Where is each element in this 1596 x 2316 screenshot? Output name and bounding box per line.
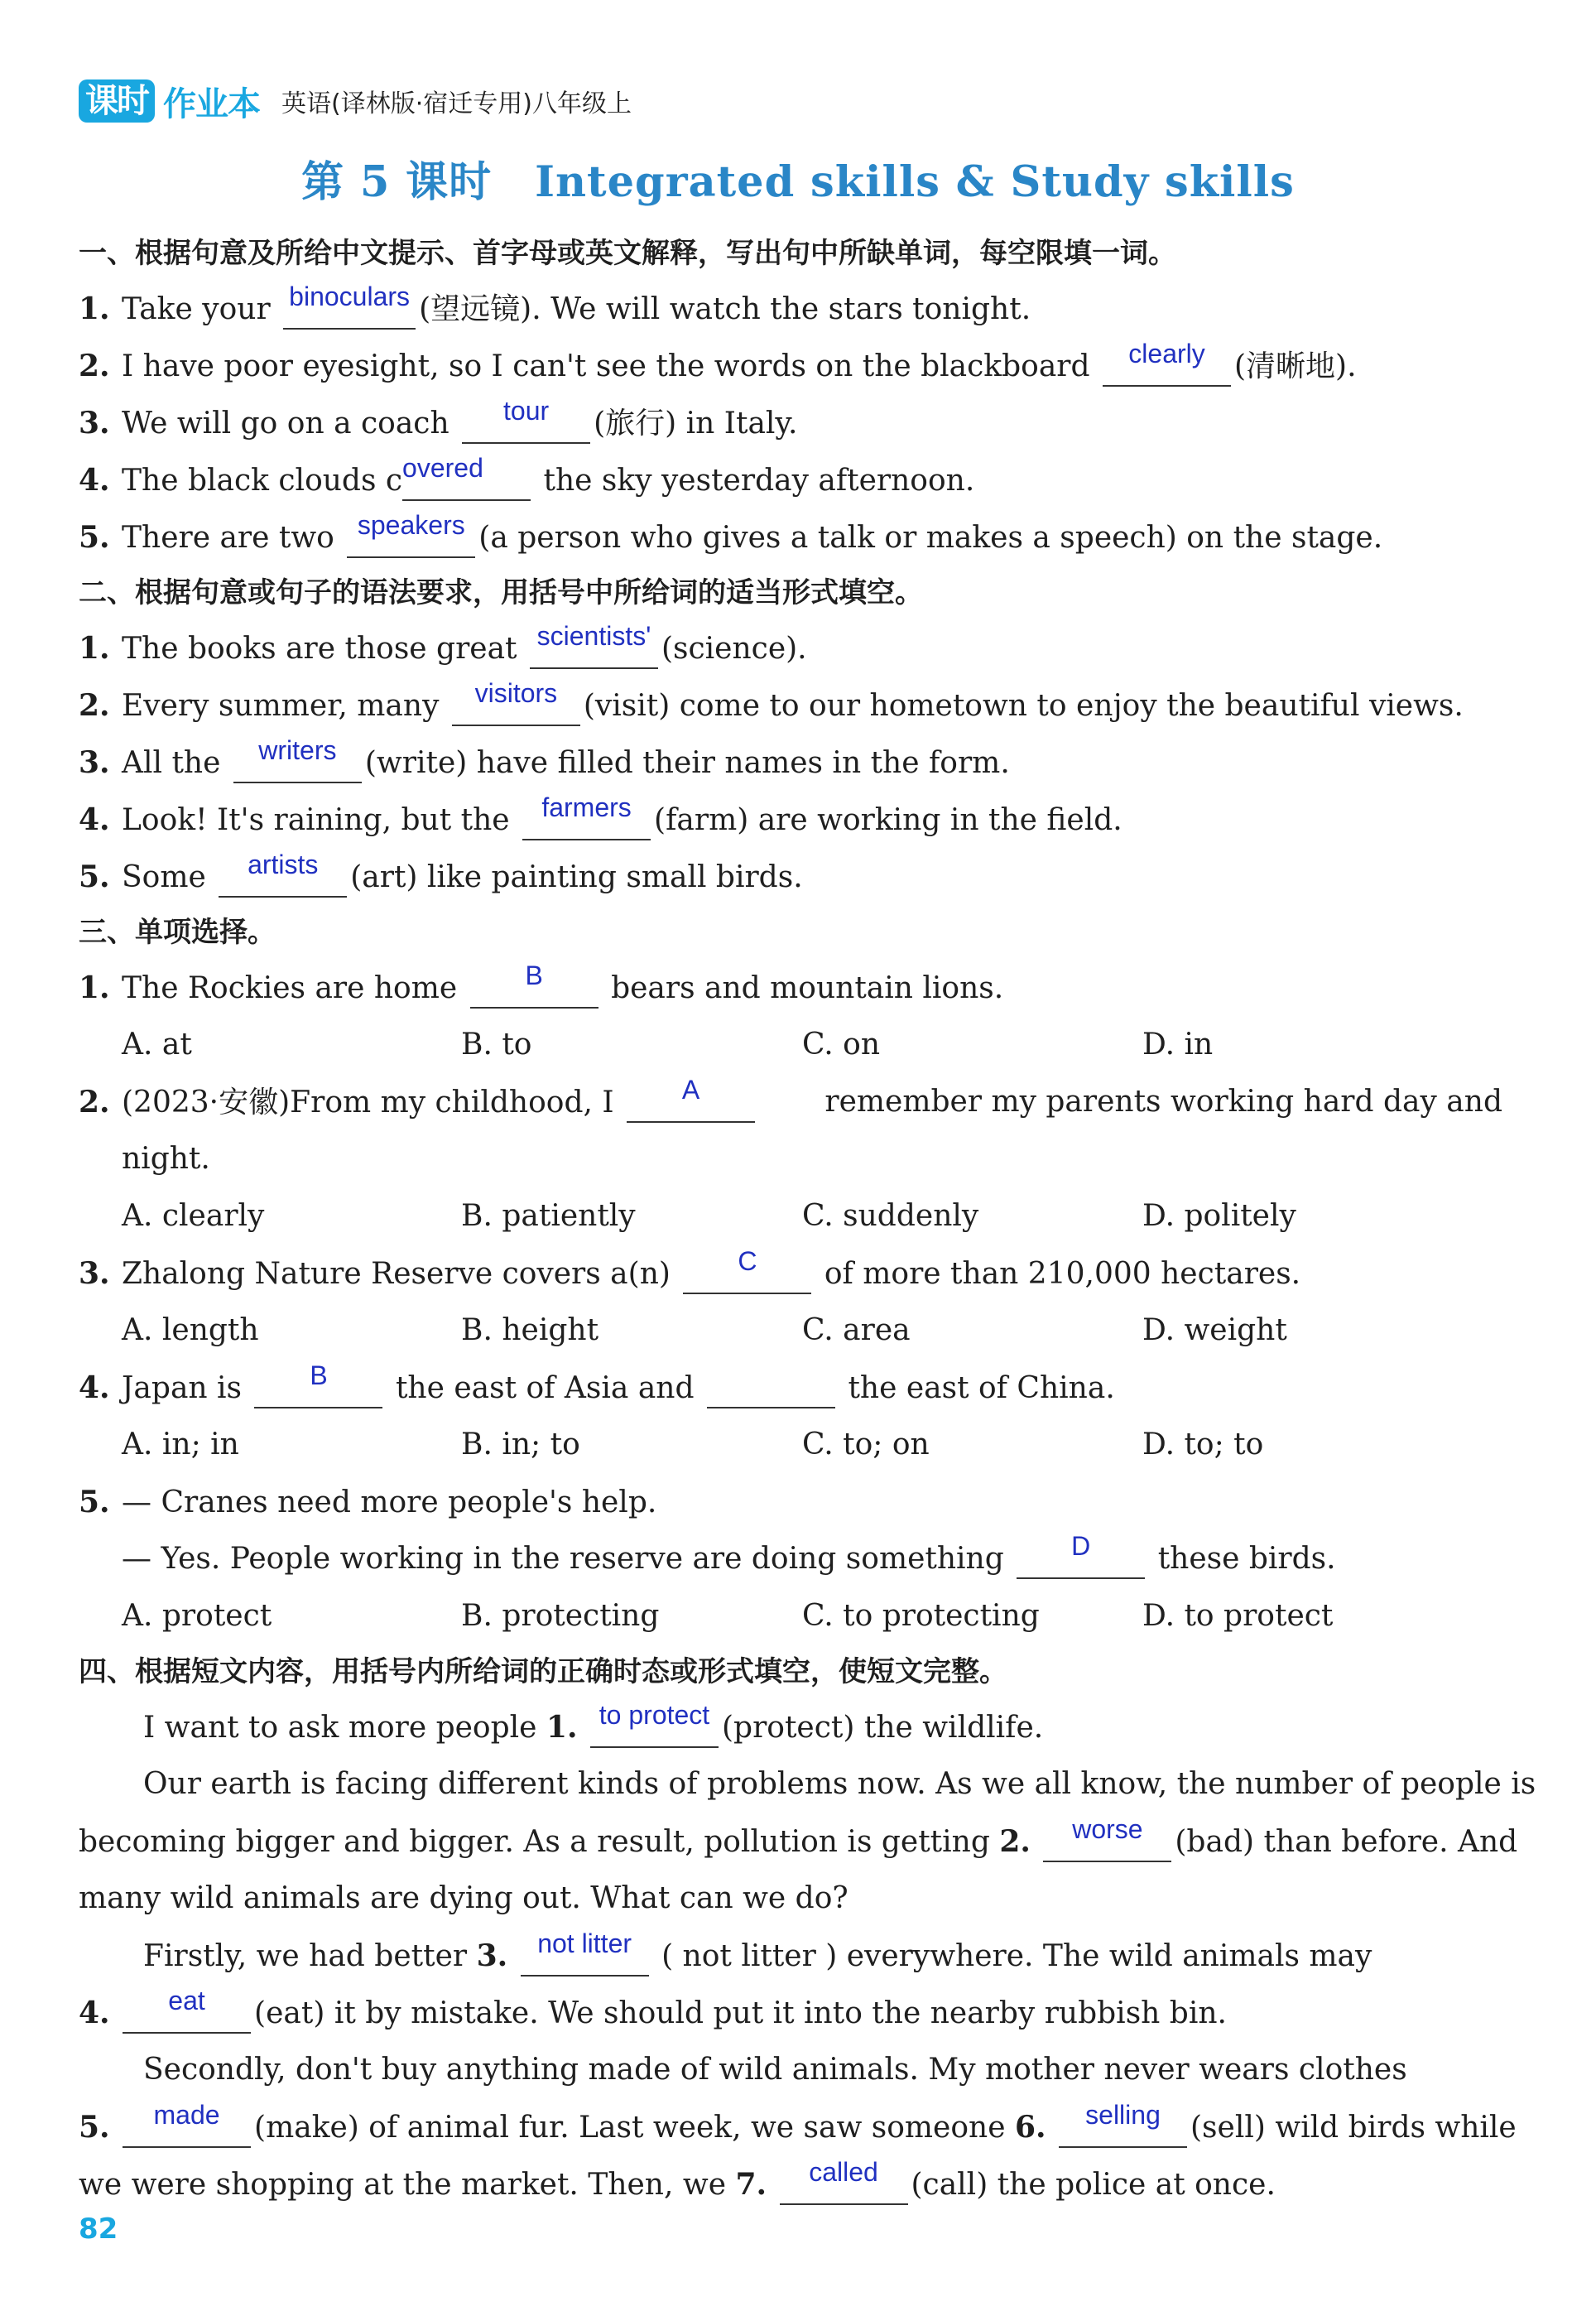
answer-blank[interactable] <box>470 961 598 1009</box>
item-text: The books are those great <box>122 632 517 666</box>
passage-text: (call) the police at once. <box>911 2168 1276 2202</box>
item-text: Japan is <box>122 1371 243 1405</box>
section4-heading: 四、根据短文内容，用括号内所给词的正确时态或形式填空，使短文完整。 <box>79 1655 1007 1688</box>
option-b[interactable]: B. patiently <box>461 1199 636 1233</box>
option-a[interactable]: A. at <box>122 1028 192 1062</box>
s2-item-1 <box>79 621 1502 669</box>
item-text: (望远镜). We will watch the stars tonight. <box>419 292 1031 326</box>
logo-tag: 课时 <box>79 79 155 123</box>
item-text: Look! It's raining, but the <box>122 803 510 837</box>
s2-item-4 <box>79 792 1502 840</box>
answer-text: overed <box>402 453 483 483</box>
option-c[interactable]: C. on <box>802 1028 881 1062</box>
answer-blank[interactable] <box>283 282 416 330</box>
item-number: 2. <box>79 688 110 723</box>
item-text: (清晰地). <box>1234 349 1357 383</box>
item-text: (write) have filled their names in the form. <box>364 746 1010 780</box>
answer-text: tour <box>503 396 550 426</box>
s2-item-2 <box>79 678 1502 726</box>
answer-blank[interactable] <box>402 453 531 501</box>
answer-text: to protect <box>598 1700 710 1730</box>
item-number: 1. <box>79 631 110 666</box>
item-text: — Yes. People working in the reserve are doing something <box>122 1542 1004 1576</box>
passage-text: ( not litter ) everywhere. The wild animals may <box>661 1939 1372 1973</box>
passage-line-7 <box>79 2050 1567 2090</box>
answer-text: worse <box>1072 1814 1143 1844</box>
item-text: All the <box>122 746 221 780</box>
s3-q2-cont: night. <box>122 1142 210 1176</box>
brand-logo <box>79 78 260 125</box>
blank-number: 7. <box>735 2167 767 2202</box>
s3-q4 <box>79 1360 1502 1408</box>
passage-text: (make) of animal fur. Last week, we saw someone <box>254 2111 1006 2145</box>
passage-line-9 <box>79 2157 1502 2205</box>
item-text: these birds. <box>1157 1542 1336 1576</box>
option-c[interactable]: C. to protecting <box>802 1599 1040 1633</box>
section2-heading: 二、根据句意或句子的语法要求，用括号中所给词的适当形式填空。 <box>79 576 923 609</box>
option-b[interactable]: B. to <box>461 1028 532 1062</box>
option-a[interactable]: A. in; in <box>122 1428 239 1461</box>
answer-blank[interactable] <box>1059 2100 1187 2148</box>
s3-q2 <box>79 1075 1502 1123</box>
item-number: 3. <box>79 406 110 441</box>
answer-blank[interactable] <box>1017 1531 1145 1579</box>
answer-blank[interactable] <box>452 678 580 726</box>
answer-blank[interactable] <box>462 396 590 444</box>
s3-q1 <box>79 961 1502 1009</box>
answer-blank[interactable] <box>233 735 362 783</box>
item-text: the east of Asia and <box>395 1371 695 1405</box>
answer-blank[interactable] <box>1043 1814 1171 1862</box>
answer-text: clearly <box>1128 339 1205 368</box>
item-text: We will go on a coach <box>122 407 449 441</box>
item-number: 5. <box>79 520 110 555</box>
answer-text: C <box>738 1246 757 1276</box>
passage-text: we were shopping at the market. Then, we <box>79 2168 726 2202</box>
blank-number: 3. <box>476 1938 508 1973</box>
passage-text: (eat) it by mistake. We should put it into the nearby rubbish bin. <box>254 1996 1227 2030</box>
answer-text: B <box>310 1360 328 1390</box>
passage-text: (sell) wild birds while <box>1190 2111 1517 2145</box>
option-d[interactable]: D. weight <box>1142 1313 1287 1347</box>
answer-text: binoculars <box>289 282 411 311</box>
passage-text: (bad) than before. And <box>1175 1825 1518 1859</box>
blank-number: 2. <box>999 1824 1031 1859</box>
logo-text: 作业本 <box>163 84 260 123</box>
passage-text: I want to ask more people <box>143 1711 537 1745</box>
item-text: (旅行) in Italy. <box>594 407 798 441</box>
item-number: 4. <box>79 1370 110 1405</box>
s3-q5-line2 <box>122 1531 1546 1579</box>
answer-blank[interactable] <box>347 510 475 558</box>
answer-text: farmers <box>541 792 632 822</box>
answer-blank[interactable] <box>521 1928 649 1977</box>
item-text: (2023·安徽)From my childhood, I <box>122 1086 614 1119</box>
answer-text: writers <box>258 735 337 765</box>
passage-line-6 <box>79 1986 1502 2034</box>
s2-item-3 <box>79 735 1502 783</box>
item-text: There are two <box>122 521 334 555</box>
blank-number: 6. <box>1014 2110 1046 2145</box>
item-text: (visit) come to our hometown to enjoy the beautiful views. <box>583 689 1464 723</box>
item-text: Some <box>122 860 206 894</box>
answer-text: not litter <box>537 1928 632 1958</box>
passage-text: many wild animals are dying out. What can we do? <box>79 1881 848 1915</box>
passage-text: Firstly, we had better <box>143 1939 468 1973</box>
option-d[interactable]: D. in <box>1142 1028 1214 1062</box>
item-number: 2. <box>79 1085 110 1119</box>
answer-text: B <box>525 961 543 990</box>
passage-text: Our earth is facing different kinds of problems now. As we all know, the number of people is <box>143 1767 1536 1801</box>
item-text: the east of China. <box>848 1371 1115 1405</box>
header <box>79 76 632 126</box>
item-text: (farm) are working in the field. <box>654 803 1122 837</box>
s1-item-2 <box>79 339 1502 387</box>
s1-item-3 <box>79 396 1502 444</box>
answer-text: called <box>809 2157 878 2187</box>
answer-blank[interactable] <box>123 1986 251 2034</box>
passage-text: Secondly, don't buy anything made of wild animals. My mother never wears clothes <box>143 2053 1407 2087</box>
item-text: (art) like painting small birds. <box>350 860 803 894</box>
answer-blank[interactable] <box>1103 339 1231 387</box>
answer-blank-2[interactable] <box>707 1372 835 1408</box>
item-text: — Cranes need more people's help. <box>122 1485 657 1519</box>
blank-number: 1. <box>546 1710 578 1745</box>
passage-text: becoming bigger and bigger. As a result, pollution is getting <box>79 1825 990 1859</box>
lesson-title: 第 5 课时 Integrated skills & Study skills <box>301 157 1295 207</box>
answer-blank[interactable] <box>683 1246 811 1294</box>
option-b[interactable]: B. in; to <box>461 1428 580 1461</box>
subject-label: 英语(译林版·宿迁专用)八年级上 <box>281 89 632 118</box>
answer-text: artists <box>248 850 319 879</box>
passage-line-1 <box>79 1700 1567 1748</box>
blank-number: 4. <box>79 1996 110 2030</box>
answer-text: D <box>1071 1531 1091 1561</box>
option-b[interactable]: B. protecting <box>461 1599 660 1633</box>
passage-text: (protect) the wildlife. <box>721 1711 1044 1745</box>
item-text: The Rockies are home <box>122 971 458 1005</box>
passage-line-4 <box>79 1879 1502 1919</box>
item-number: 3. <box>79 745 110 780</box>
option-d[interactable]: D. to protect <box>1142 1599 1334 1633</box>
option-c[interactable]: C. to; on <box>802 1428 930 1461</box>
s1-item-5 <box>79 510 1502 558</box>
item-number: 1. <box>79 291 110 326</box>
item-text: Zhalong Nature Reserve covers a(n) <box>122 1257 671 1291</box>
item-text: (a person who gives a talk or makes a speech) on the stage. <box>478 521 1383 555</box>
answer-text: scientists' <box>536 621 651 651</box>
passage-line-2 <box>79 1765 1567 1804</box>
option-d[interactable]: D. politely <box>1142 1199 1296 1233</box>
s1-item-4 <box>79 453 1502 501</box>
answer-text: A <box>681 1075 700 1105</box>
item-text: The black clouds c <box>122 464 403 498</box>
item-text: (science). <box>661 632 807 666</box>
answer-blank[interactable] <box>530 621 658 669</box>
item-number: 2. <box>79 349 110 383</box>
item-number: 1. <box>79 970 110 1005</box>
item-number: 4. <box>79 463 110 498</box>
passage-line-8 <box>79 2100 1517 2148</box>
passage-line-5 <box>79 1928 1502 1977</box>
page-number: 82 <box>79 2212 118 2246</box>
option-a[interactable]: A. clearly <box>122 1199 265 1233</box>
item-number: 4. <box>79 802 110 837</box>
option-b[interactable]: B. height <box>461 1313 599 1347</box>
option-a[interactable]: A. length <box>122 1313 259 1347</box>
answer-blank[interactable] <box>522 792 651 840</box>
section3-heading: 三、单项选择。 <box>79 916 276 949</box>
s1-item-1 <box>79 282 1502 330</box>
answer-blank[interactable] <box>780 2157 908 2205</box>
answer-text: eat <box>168 1986 205 2015</box>
item-text: I have poor eyesight, so I can't see the words on the blackboard <box>122 349 1090 383</box>
answer-blank[interactable] <box>254 1360 382 1408</box>
s3-q3 <box>79 1246 1502 1294</box>
option-a[interactable]: A. protect <box>122 1599 272 1633</box>
item-number: 3. <box>79 1256 110 1291</box>
s3-q5 <box>79 1482 1502 1523</box>
blank-number: 5. <box>79 2110 110 2145</box>
section1-heading: 一、根据句意及所给中文提示、首字母或英文解释，写出句中所缺单词，每空限填一词。 <box>79 237 1176 270</box>
answer-blank[interactable] <box>590 1700 719 1748</box>
option-c[interactable]: C. area <box>802 1313 911 1347</box>
item-text: of more than 210,000 hectares. <box>824 1257 1301 1291</box>
item-text: the sky yesterday afternoon. <box>543 464 975 498</box>
item-number: 5. <box>79 859 110 894</box>
answer-blank[interactable] <box>123 2100 251 2148</box>
answer-blank[interactable] <box>219 850 347 898</box>
item-number: 5. <box>79 1485 110 1519</box>
item-text: Every summer, many <box>122 689 440 723</box>
answer-text: selling <box>1085 2100 1161 2130</box>
answer-text: visitors <box>474 678 558 708</box>
item-text: Take your <box>122 292 271 326</box>
item-text: bears and mountain lions. <box>611 971 1004 1005</box>
answer-text: made <box>153 2100 220 2130</box>
item-text: remember my parents working hard day and <box>824 1085 1502 1119</box>
option-c[interactable]: C. suddenly <box>802 1199 979 1233</box>
s2-item-5 <box>79 850 1502 898</box>
option-d[interactable]: D. to; to <box>1142 1428 1264 1461</box>
answer-blank[interactable] <box>627 1075 755 1123</box>
answer-text: speakers <box>357 510 465 540</box>
passage-line-3 <box>79 1814 1518 1862</box>
